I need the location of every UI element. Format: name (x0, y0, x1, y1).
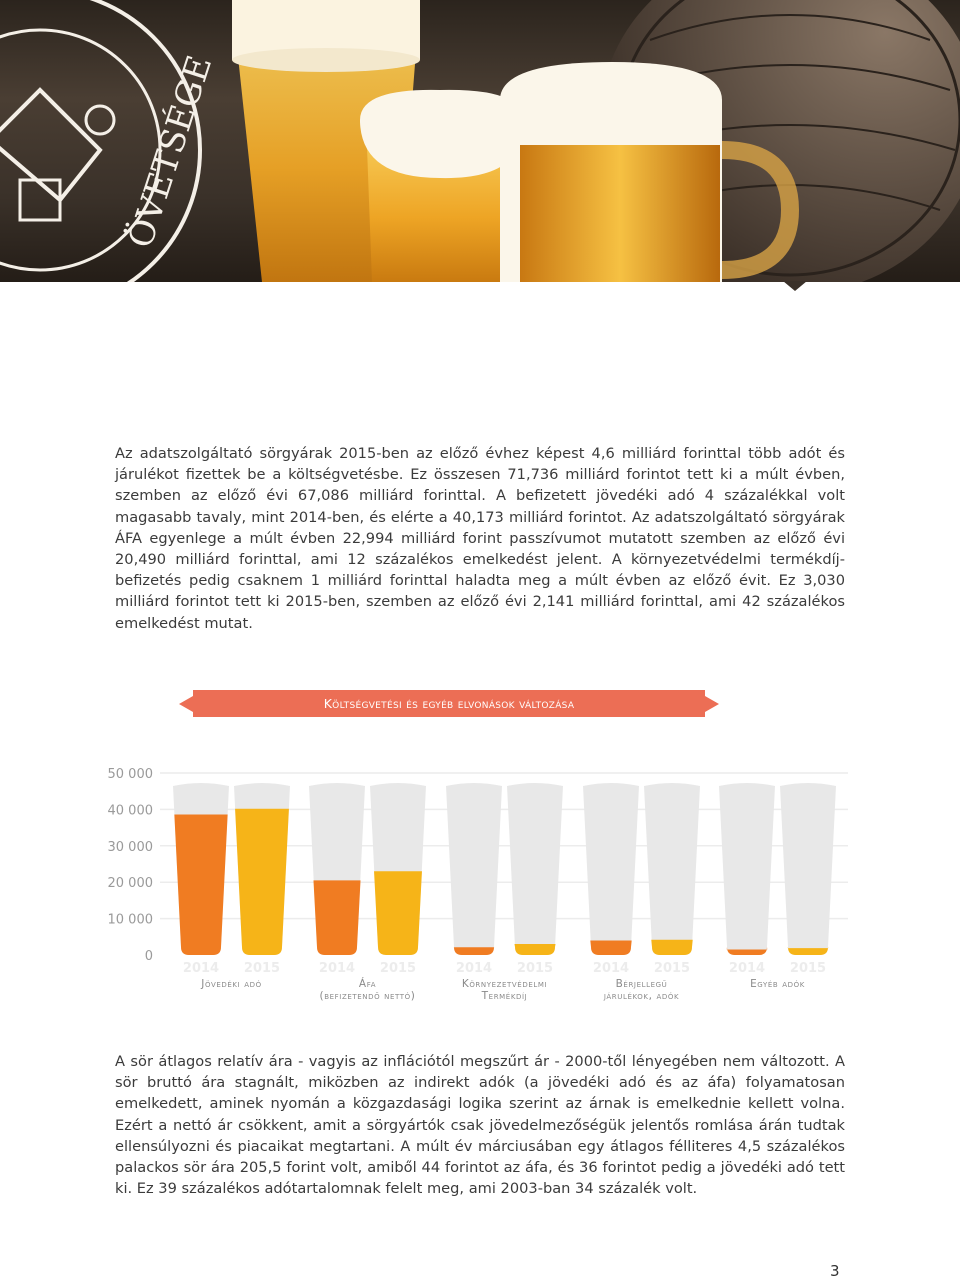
year-label: 2014 (318, 961, 356, 976)
category-label (698, 978, 858, 990)
category-label-line: Egyéb adók (750, 978, 805, 990)
y-tick-label: 30 000 (107, 839, 153, 855)
category-label (288, 978, 448, 1002)
y-tick-label: 0 (144, 949, 153, 964)
category-label-line: Jövedéki adó (201, 978, 262, 990)
glass-outline (719, 783, 775, 955)
category-label-line: Áfa (358, 978, 377, 990)
glass-outline (644, 783, 700, 955)
year-label: 2014 (455, 961, 493, 976)
year-label: 2015 (789, 961, 827, 976)
bar-2015 (235, 809, 289, 955)
year-label: 2014 (592, 961, 630, 976)
bar-2015 (514, 944, 555, 955)
glass-outline (446, 783, 502, 955)
y-tick-label: 20 000 (107, 876, 153, 892)
bar-2014 (454, 947, 495, 955)
category-label-line: Termékdíj (481, 990, 528, 1002)
category-label-line: Környezetvédelmi (461, 978, 548, 990)
glass-outline (583, 783, 639, 955)
year-label: 2015 (379, 961, 417, 976)
y-tick-label: 10 000 (107, 912, 153, 928)
glass-outline (507, 783, 563, 955)
bar-2015 (788, 947, 829, 955)
bar-2015 (374, 871, 422, 955)
body-paragraph-2: A sör átlagos relatív ára - vagyis az inflációtól megszűrt ár - 2000-től lényegében nem változott. A sör bruttó ára stagnált, miközben az indirekt adók (a jövedéki adó és az áfa) folyamatosan emelkedett, aminek nyomán a közgazdasági logika szerint az árnak is emelkednie kellett volna. Ezért a nettó ár csökkent, amit a sörgyártók csak jövedelmezőségük jelentős romlása árán tudtak ellensúlyozni és piacaikat megtartani. A múlt év márciusában egy átlagos félliteres 4,5 százalékos palackos sör ára 205,5 forint volt, amiből 44 forintot az áfa, és 36 forintot pedig a jövedéki adó tett ki. Ez 39 százalékos adótartalomnak felelt meg, ami 2003-ban 34 százalék volt. (115, 1053, 845, 1198)
bar-2014 (590, 940, 631, 955)
category-label-line: Bérjellegű (615, 978, 668, 990)
category-label-line: (befizetendő nettó) (319, 990, 416, 1002)
body-paragraph: Az adatszolgáltató sörgyárak 2015-ben az előző évhez képest 4,6 milliárd forinttal több adót és járulékot fizettek be a költségvetésbe. Ez összesen 71,736 milliárd forintot tett ki a múlt évben, szemben az előző évi 67,086 milliárd forinttal. A befizetett jövedéki adó 4 százalékkal volt magasabb tavaly, mint 2014-ben, és elérte a 40,173 milliárd forintot. Az adatszolgáltató sörgyárak ÁFA egyenlege a múlt évben 22,994 milliárd forint passzívumot mutatott szemben az előző évi 20,490 milliárd forinttal, ami 12 százalékos emelkedést jelent. A környezetvédelmi termékdíj-befizetés pedig csaknem 1 milliárd forinttal haladta meg a múlt évben az előző évit. Ez 3,030 milliárd forintot tett ki 2015-ben, szemben az előző évi 2,141 milliárd forinttal, ami 42 százalékos emelkedést mutat. (115, 445, 845, 632)
year-label: 2015 (243, 961, 281, 976)
bar-2014 (313, 880, 360, 955)
year-label: 2014 (728, 961, 766, 976)
seal-lettering: ÖVETSÉGE (120, 50, 221, 253)
year-label: 2015 (653, 961, 691, 976)
bar-2015 (651, 940, 692, 955)
year-label: 2015 (516, 961, 554, 976)
year-label: 2014 (182, 961, 220, 976)
y-tick-label: 50 000 (107, 767, 153, 782)
y-tick-label: 40 000 (107, 803, 153, 819)
glass-outline (780, 783, 836, 955)
category-label-line: járulékok, adók (603, 990, 680, 1002)
bar-2014 (174, 814, 227, 955)
chart-title: Költségvetési és egyéb elvonások változása (323, 696, 575, 711)
category-label (425, 978, 585, 1002)
page-number: 3 (830, 1262, 840, 1280)
